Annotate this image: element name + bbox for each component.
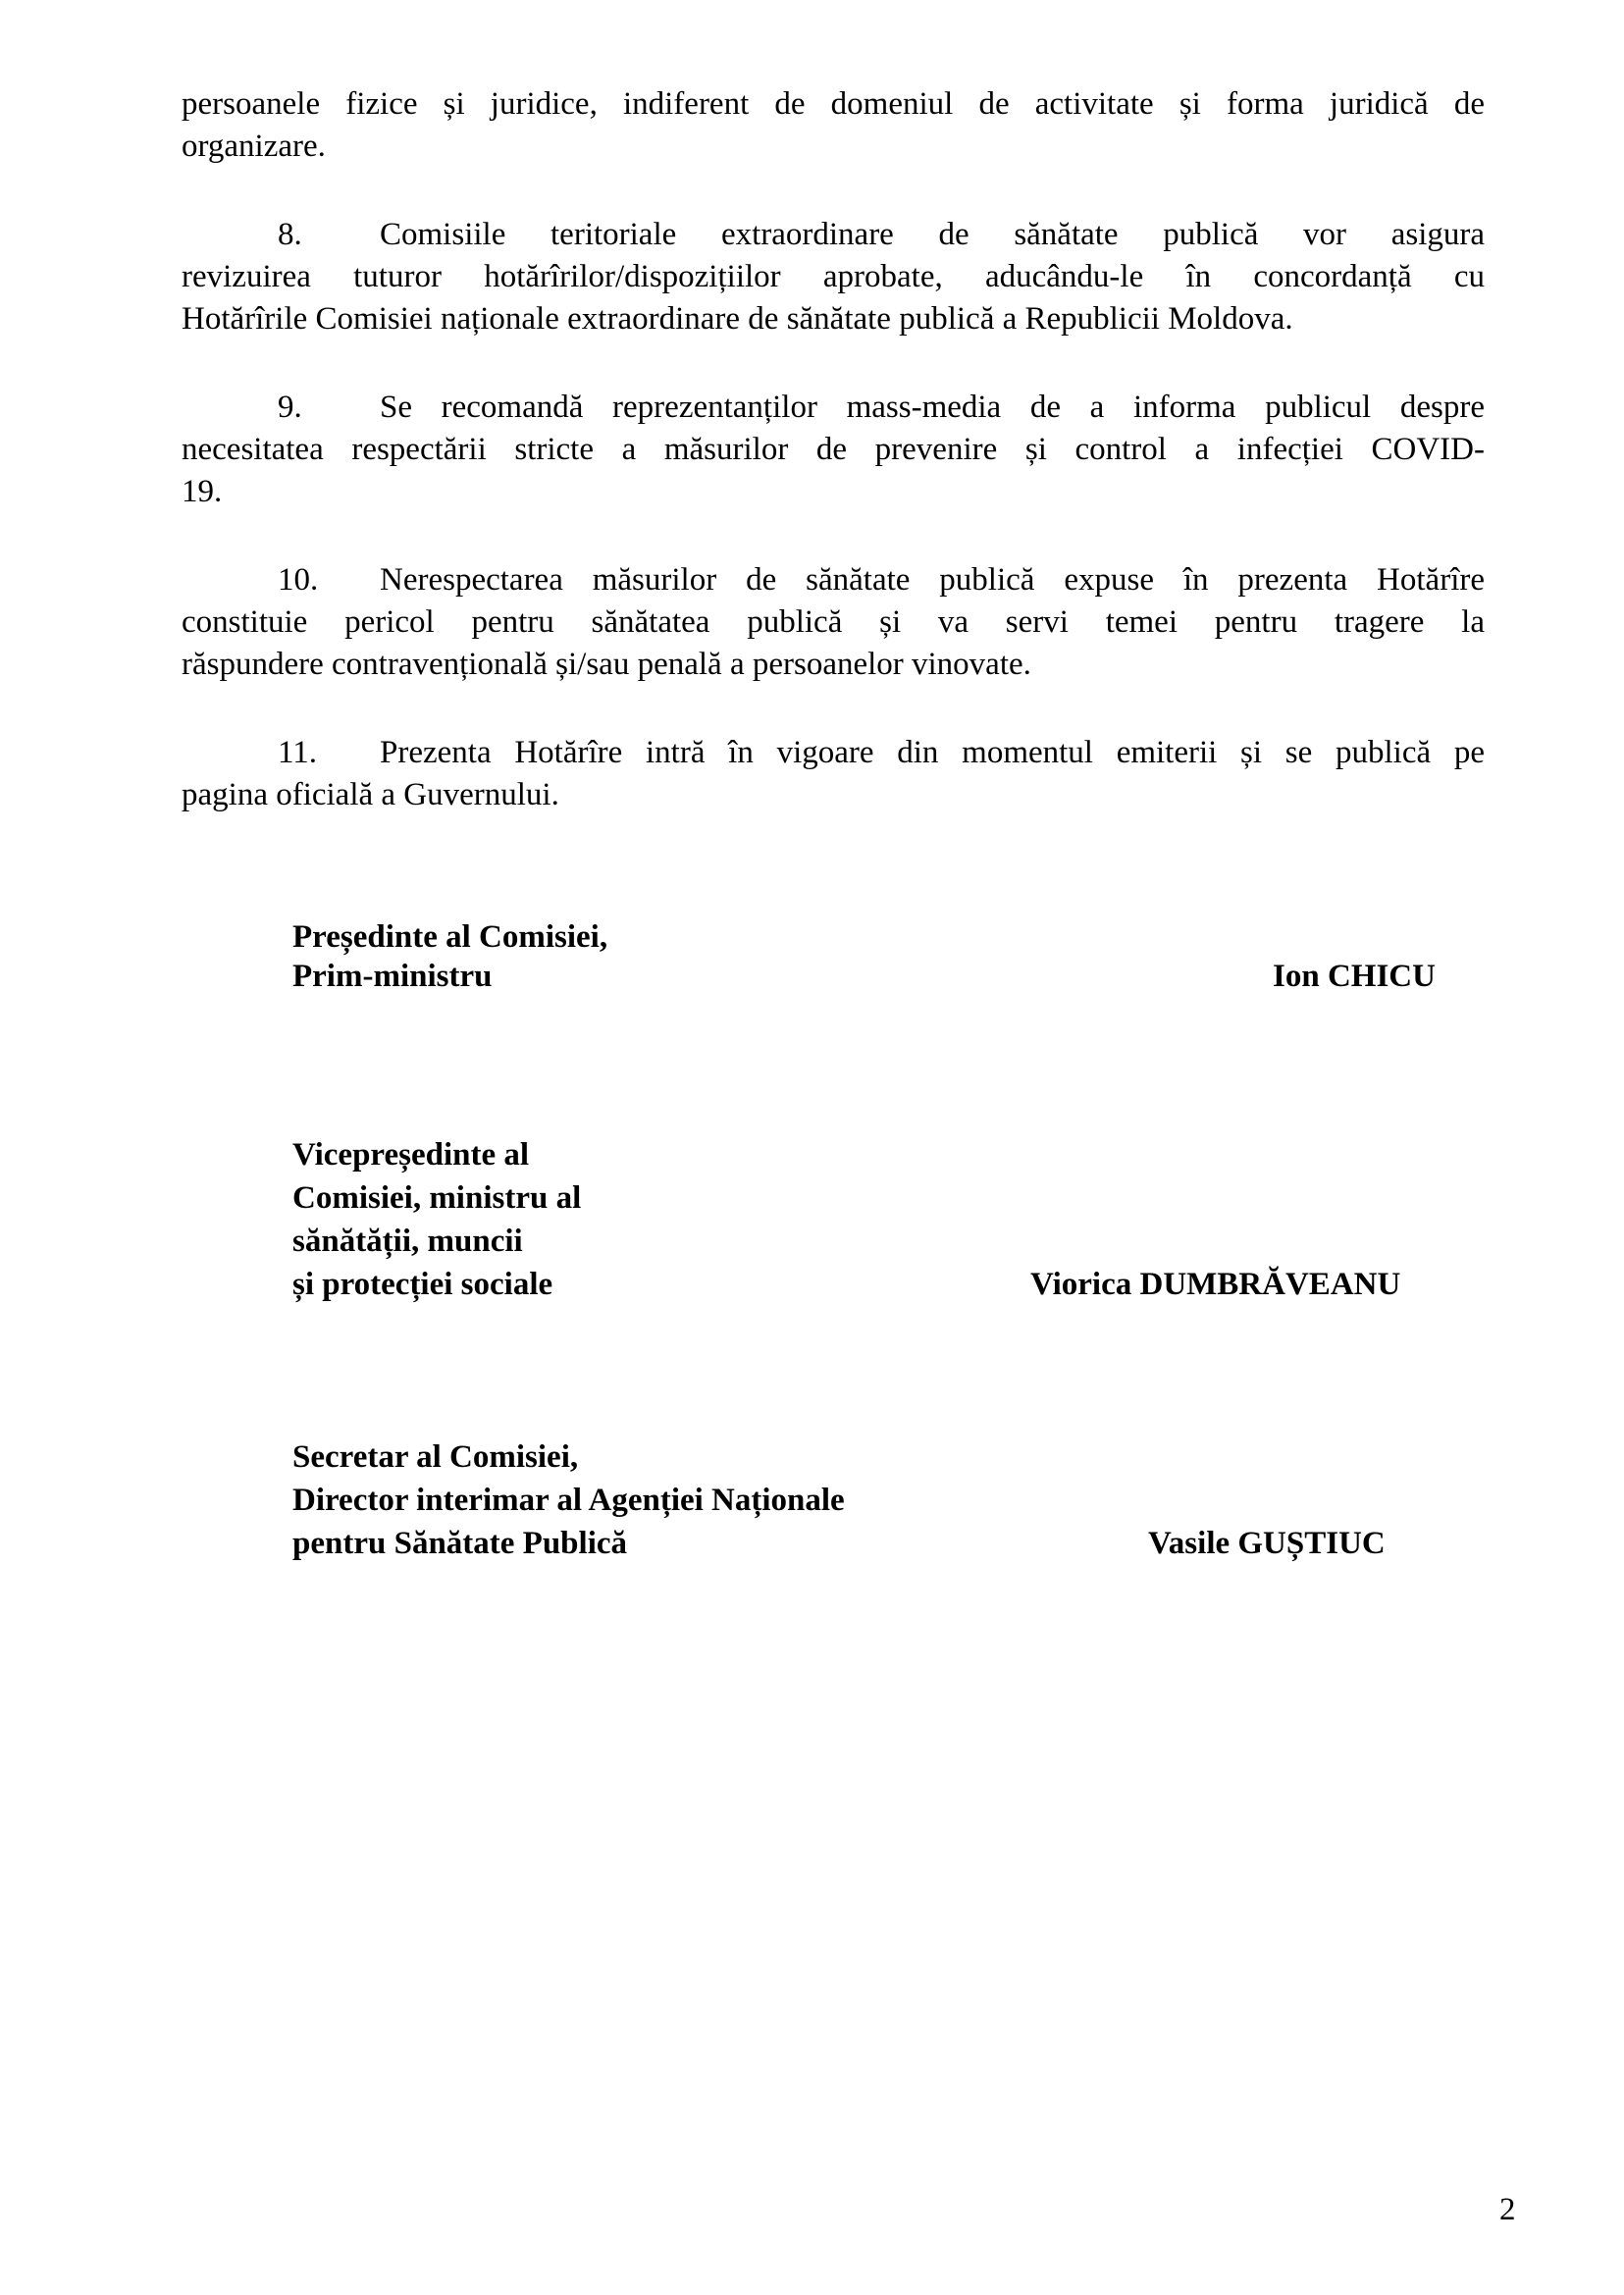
body-line: organizare. [182, 129, 326, 164]
line-text: Se recomandă reprezentanților mass-media de a informa publicul despre [380, 390, 1485, 425]
body-line: necesitatea respectării stricte a măsurilor de prevenire și control a infecției COVID- [182, 432, 1485, 467]
signature-title-line: sănătății, muncii [292, 1224, 523, 1259]
document-body [182, 83, 1485, 816]
body-line [182, 387, 1485, 429]
line-text: Comisiile teritoriale extraordinare de sănătate publică vor asigura [380, 217, 1485, 252]
signature-title-line: pentru Sănătate Publică [292, 1526, 628, 1561]
signature-title-line: Vicepreședinte al [292, 1137, 530, 1173]
body-line: Hotărîrile Comisiei naționale extraordinare de sănătate publică a Republicii Moldova. [182, 301, 1293, 337]
body-line [182, 732, 1485, 774]
signature-title-line: Președinte al Comisiei, [292, 919, 608, 955]
signature-title-line: Secretar al Comisiei, [292, 1439, 579, 1475]
paragraph-number: 10. [278, 562, 319, 598]
signature-block-vice-president [292, 1133, 1529, 1306]
paragraph-number: 9. [278, 390, 302, 425]
body-line: constituie pericol pentru sănătatea publică și va servi temei pentru tragere la [182, 604, 1485, 640]
line-text: Prezenta Hotărîre intră în vigoare din momentul emiterii și se publică pe [380, 735, 1485, 770]
signature-title-line: și protecției sociale [292, 1267, 553, 1302]
body-line: răspundere contravențională și/sau penală a persoanelor vinovate. [182, 647, 1031, 682]
body-line: revizuirea tuturor hotărîrilor/dispozițiilor aprobate, aducându-le în concordanță cu [182, 259, 1485, 294]
body-paragraph-8 [182, 214, 1485, 340]
signature-block-secretary [292, 1435, 1529, 1565]
line-text: Nerespectarea măsurilor de sănătate publică expuse în prezenta Hotărîre [380, 562, 1485, 598]
page-number: 2 [1499, 2192, 1516, 2227]
signature-title-line: Prim-ministru [292, 959, 493, 994]
body-paragraph-11 [182, 732, 1485, 816]
signature-name: Viorica DUMBRĂVEANU [1030, 1267, 1401, 1302]
body-paragraph-9 [182, 387, 1485, 513]
body-line: pagina oficială a Guvernului. [182, 777, 559, 812]
signature-block-president [292, 917, 1529, 996]
body-paragraph-10 [182, 559, 1485, 686]
body-line: 19. [182, 474, 223, 509]
signature-title-line: Comisiei, ministru al [292, 1180, 582, 1216]
signature-name: Vasile GUȘTIUC [1148, 1526, 1386, 1561]
paragraph-number: 11. [278, 735, 318, 770]
signature-title-line: Director interimar al Agenției Naționale [292, 1483, 845, 1518]
paragraph-number: 8. [278, 217, 302, 252]
body-line: persoanele fizice și juridice, indiferent de domeniul de activitate și forma juridică de [182, 86, 1485, 122]
body-paragraph-7-continuation [182, 83, 1485, 168]
signature-name: Ion CHICU [1273, 959, 1436, 994]
body-line [182, 559, 1485, 601]
body-line [182, 214, 1485, 256]
